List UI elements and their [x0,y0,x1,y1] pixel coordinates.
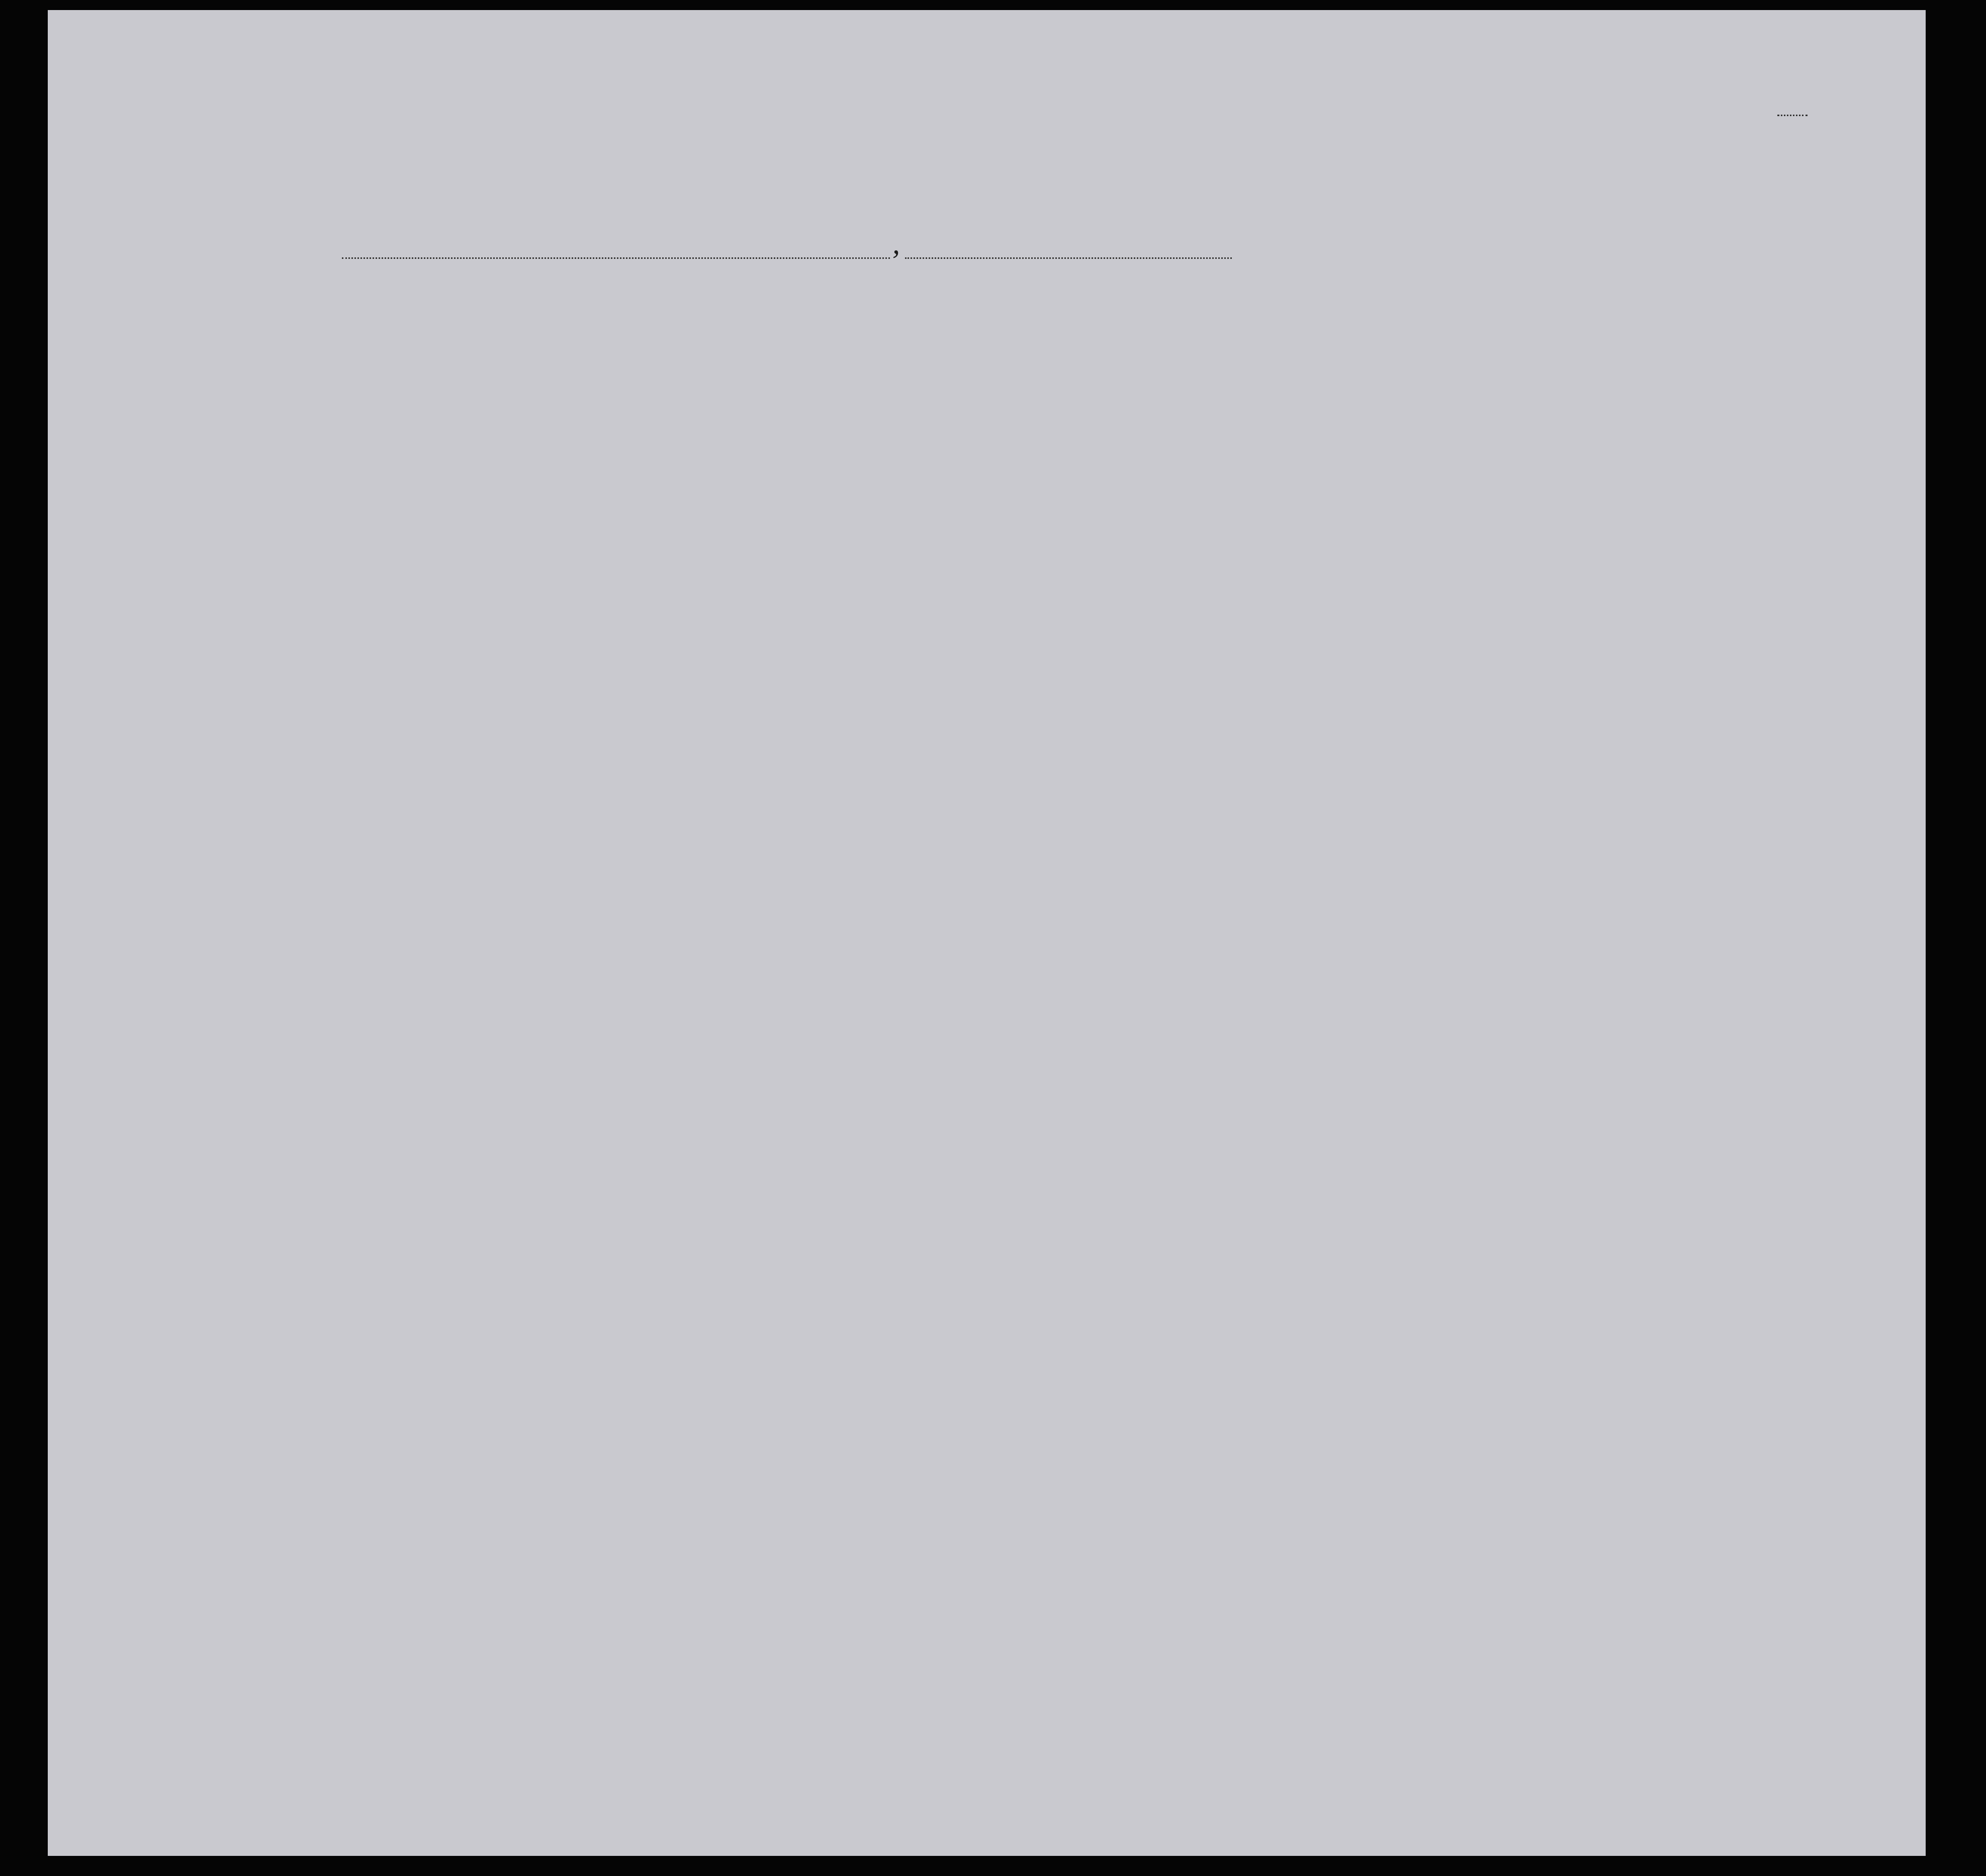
manifest-sheet [48,10,1926,1856]
list-line [1777,115,1808,116]
port-line [342,257,890,259]
comma: , [892,227,900,260]
ruled-grid [48,10,1926,1856]
date-line [905,257,1232,259]
